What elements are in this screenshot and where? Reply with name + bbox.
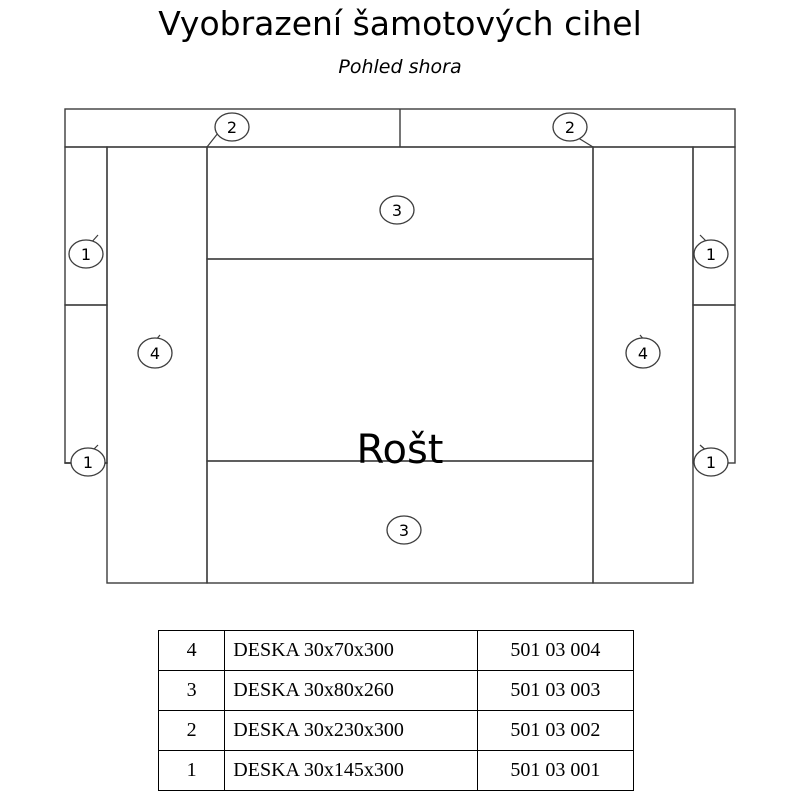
table-row xyxy=(159,711,634,751)
legend-item-number: 2 xyxy=(159,711,225,751)
callout-2-right xyxy=(553,113,587,141)
legend-item-code: 501 03 004 xyxy=(477,631,633,671)
legend-item-description: DESKA 30x70x300 xyxy=(225,631,478,671)
legend-item-description: DESKA 30x145x300 xyxy=(225,751,478,791)
callout-4-right xyxy=(626,338,660,368)
callout-4-left xyxy=(138,338,172,368)
callout-2-left xyxy=(215,113,249,141)
callout-1-right-top xyxy=(694,240,728,268)
callout-1-left-bottom xyxy=(71,448,105,476)
svg-text:2: 2 xyxy=(564,118,576,137)
svg-text:4: 4 xyxy=(637,344,649,363)
legend-item-code: 501 03 003 xyxy=(477,671,633,711)
firebrick-layout-drawing xyxy=(0,95,800,615)
legend-item-code: 501 03 001 xyxy=(477,751,633,791)
callout-1-right-bottom xyxy=(694,448,728,476)
legend-table xyxy=(158,630,634,791)
svg-text:1: 1 xyxy=(705,245,717,264)
legend-item-number: 4 xyxy=(159,631,225,671)
callout-1-left-top xyxy=(69,240,103,268)
svg-text:2: 2 xyxy=(226,118,238,137)
page-subtitle: Pohled shora xyxy=(338,56,462,78)
legend-item-description: DESKA 30x230x300 xyxy=(225,711,478,751)
grate-label: Rošt xyxy=(356,427,444,473)
legend-table-wrapper xyxy=(158,630,634,791)
svg-text:4: 4 xyxy=(149,344,161,363)
table-row xyxy=(159,751,634,791)
table-row xyxy=(159,631,634,671)
svg-text:3: 3 xyxy=(398,521,410,540)
svg-text:3: 3 xyxy=(391,201,403,220)
legend-item-number: 3 xyxy=(159,671,225,711)
legend-item-number: 1 xyxy=(159,751,225,791)
table-row xyxy=(159,671,634,711)
svg-text:1: 1 xyxy=(705,453,717,472)
callout-3-top xyxy=(380,196,414,224)
callout-3-bottom xyxy=(387,516,421,544)
page-title: Vyobrazení šamotových cihel xyxy=(158,4,642,43)
svg-text:1: 1 xyxy=(80,245,92,264)
legend-item-code: 501 03 002 xyxy=(477,711,633,751)
svg-text:1: 1 xyxy=(82,453,94,472)
legend-item-description: DESKA 30x80x260 xyxy=(225,671,478,711)
